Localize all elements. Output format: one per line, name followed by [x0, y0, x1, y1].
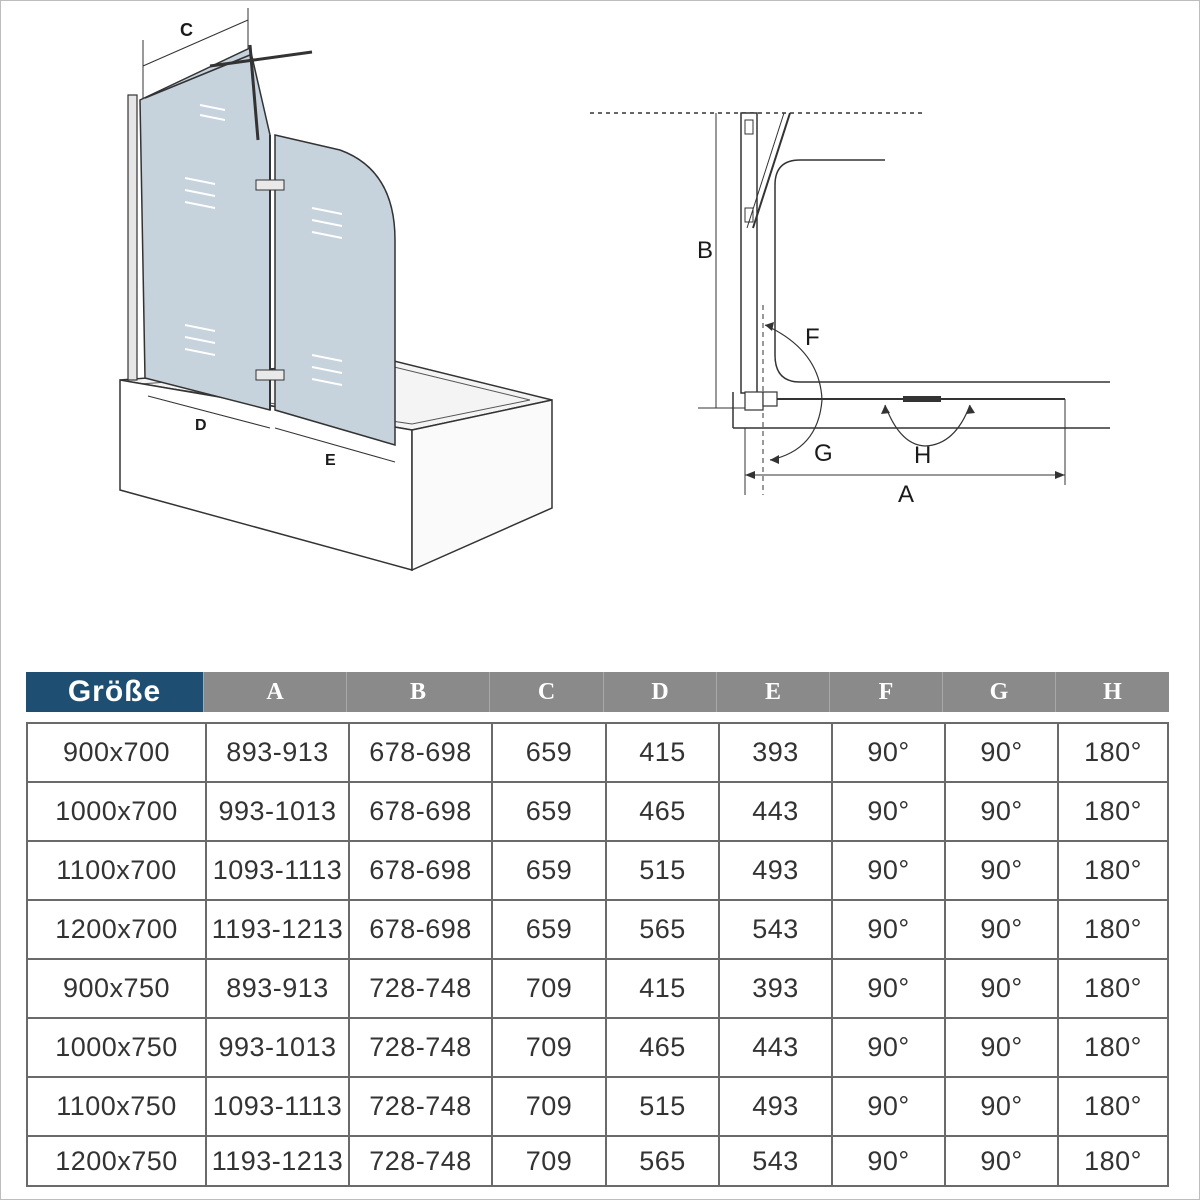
profile-clip-top — [745, 120, 753, 134]
cell-f: 90° — [831, 724, 944, 781]
cell-c: 709 — [491, 1137, 605, 1185]
cell-b: 728-748 — [348, 1078, 491, 1135]
table-row — [28, 783, 1167, 840]
cell-h: 180° — [1057, 960, 1167, 1017]
cell-h: 180° — [1057, 842, 1167, 899]
table-row — [28, 1019, 1167, 1076]
label-h: H — [914, 442, 932, 469]
tub-inner-edge — [775, 160, 1110, 382]
cell-g: 90° — [944, 901, 1057, 958]
label-g: G — [814, 440, 833, 467]
label-f: F — [805, 324, 820, 351]
cell-g: 90° — [944, 842, 1057, 899]
cell-g: 90° — [944, 783, 1057, 840]
cell-e: 443 — [718, 783, 831, 840]
cell-f: 90° — [831, 842, 944, 899]
cell-f: 90° — [831, 783, 944, 840]
profile-clip-mid — [745, 208, 753, 222]
cell-a: 993-1013 — [205, 783, 348, 840]
cell-e: 443 — [718, 1019, 831, 1076]
cell-d: 515 — [605, 842, 718, 899]
cell-a: 1193-1213 — [205, 1137, 348, 1185]
label-b: B — [697, 237, 714, 264]
label-a: A — [898, 481, 915, 508]
cell-e: 493 — [718, 1078, 831, 1135]
label-d: D — [195, 417, 207, 434]
cell-e: 543 — [718, 901, 831, 958]
cell-b: 678-698 — [348, 901, 491, 958]
cell-c: 659 — [491, 842, 605, 899]
cell-f: 90° — [831, 960, 944, 1017]
cell-e: 493 — [718, 842, 831, 899]
col-header-f: F — [829, 672, 942, 712]
cell-d: 415 — [605, 960, 718, 1017]
cell-f: 90° — [831, 901, 944, 958]
cell-e: 393 — [718, 724, 831, 781]
cell-size: 900x700 — [62, 737, 171, 767]
cell-d: 565 — [605, 1137, 718, 1185]
col-header-d: D — [603, 672, 716, 712]
cell-size: 1100x750 — [56, 1091, 177, 1121]
cell-f: 90° — [831, 1078, 944, 1135]
cell-h: 180° — [1057, 724, 1167, 781]
cell-c: 709 — [491, 960, 605, 1017]
cell-d: 465 — [605, 1019, 718, 1076]
arc-f-arrow — [765, 322, 774, 331]
table-row — [28, 842, 1167, 899]
cell-d: 465 — [605, 783, 718, 840]
cell-c: 659 — [491, 901, 605, 958]
cell-g: 90° — [944, 1078, 1057, 1135]
plan-hinge — [903, 396, 941, 402]
cell-d: 565 — [605, 901, 718, 958]
cell-a: 1093-1113 — [205, 1078, 348, 1135]
col-header-c: C — [489, 672, 603, 712]
col-header-a: A — [203, 672, 346, 712]
table-row — [28, 960, 1167, 1017]
cell-c: 709 — [491, 1078, 605, 1135]
label-c: C — [180, 20, 193, 40]
cell-d: 515 — [605, 1078, 718, 1135]
cell-b: 678-698 — [348, 842, 491, 899]
label-e: E — [325, 452, 336, 469]
cell-b: 728-748 — [348, 1019, 491, 1076]
table-title: Größe — [26, 672, 203, 712]
cell-c: 709 — [491, 1019, 605, 1076]
cell-h: 180° — [1057, 1137, 1167, 1185]
cell-b: 678-698 — [348, 724, 491, 781]
cell-e: 393 — [718, 960, 831, 1017]
cell-f: 90° — [831, 1137, 944, 1185]
arc-g-arrow — [770, 455, 779, 464]
cell-g: 90° — [944, 1019, 1057, 1076]
cell-g: 90° — [944, 1137, 1057, 1185]
cell-size: 1000x750 — [55, 1032, 178, 1062]
cell-b: 728-748 — [348, 960, 491, 1017]
cell-d: 415 — [605, 724, 718, 781]
cell-size: 900x750 — [62, 973, 171, 1003]
cell-a: 993-1013 — [205, 1019, 348, 1076]
table-row — [28, 1137, 1167, 1185]
col-header-e: E — [716, 672, 829, 712]
cell-size: 1000x700 — [55, 796, 178, 826]
cell-f: 90° — [831, 1019, 944, 1076]
cell-b: 728-748 — [348, 1137, 491, 1185]
cell-h: 180° — [1057, 1078, 1167, 1135]
table-row — [28, 901, 1167, 958]
arc-h — [885, 405, 970, 446]
cell-e: 543 — [718, 1137, 831, 1185]
cell-a: 1193-1213 — [205, 901, 348, 958]
col-header-h: H — [1055, 672, 1169, 712]
size-table — [26, 722, 1169, 1187]
arc-h-arrow-right — [966, 405, 975, 414]
cell-g: 90° — [944, 960, 1057, 1017]
table-row — [28, 724, 1167, 781]
dim-a-arrow-left — [745, 471, 755, 479]
cell-size: 1200x750 — [55, 1145, 178, 1176]
support-arm — [753, 113, 790, 228]
cell-size: 1100x700 — [56, 855, 177, 885]
cell-c: 659 — [491, 724, 605, 781]
dim-a-arrow-right — [1055, 471, 1065, 479]
cell-h: 180° — [1057, 783, 1167, 840]
cell-size: 1200x700 — [55, 914, 178, 944]
col-header-b: B — [346, 672, 489, 712]
cell-h: 180° — [1057, 901, 1167, 958]
cell-a: 1093-1113 — [205, 842, 348, 899]
cell-c: 659 — [491, 783, 605, 840]
cell-a: 893-913 — [205, 724, 348, 781]
cell-h: 180° — [1057, 1019, 1167, 1076]
arc-h-arrow-left — [881, 405, 890, 414]
cell-b: 678-698 — [348, 783, 491, 840]
col-header-g: G — [942, 672, 1055, 712]
table-row — [28, 1078, 1167, 1135]
base-block-2 — [763, 392, 777, 406]
cell-g: 90° — [944, 724, 1057, 781]
screen-profile — [741, 113, 757, 393]
cell-a: 893-913 — [205, 960, 348, 1017]
base-block-1 — [745, 392, 763, 410]
